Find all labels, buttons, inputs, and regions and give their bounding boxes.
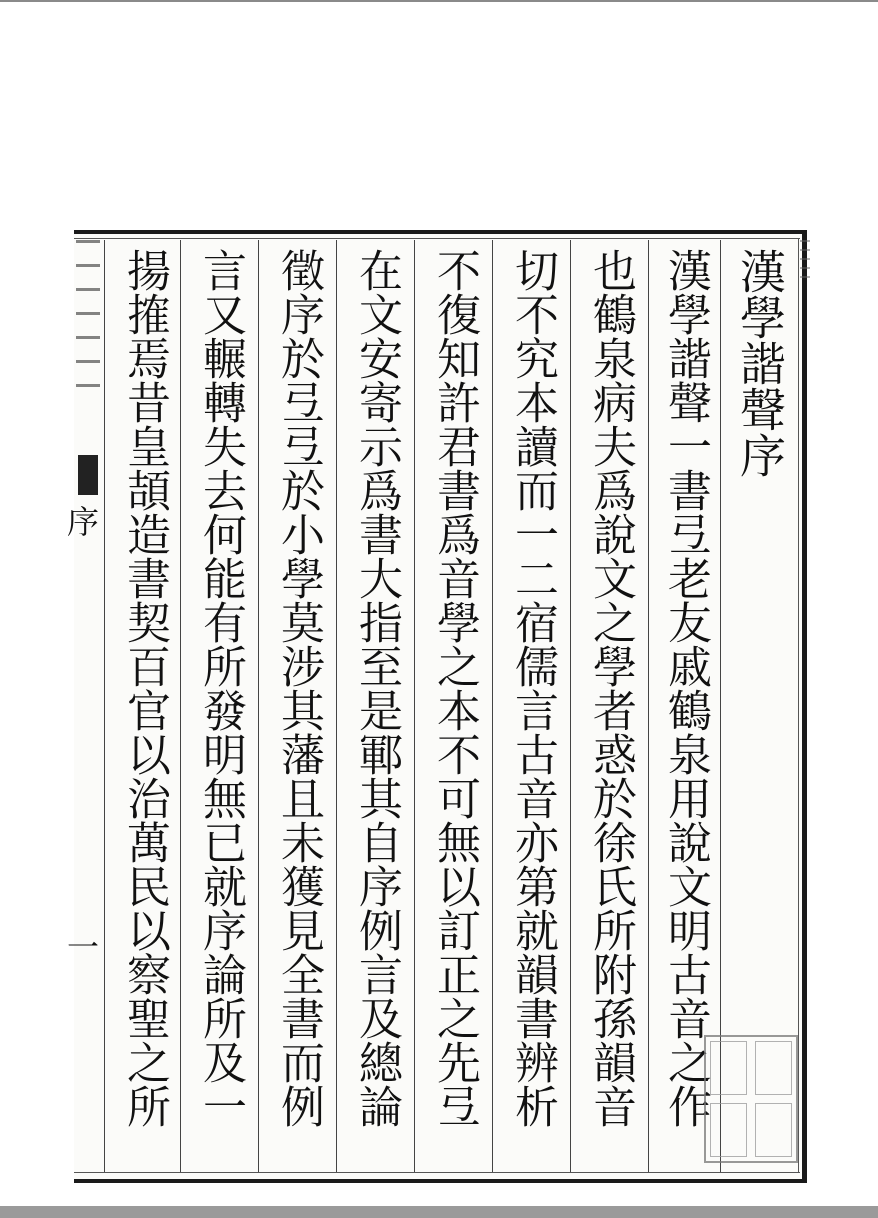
document-title: 漢學諧聲序 xyxy=(733,248,787,478)
fold-black-mark xyxy=(78,455,98,495)
text-column-1: 漢學諧聲一書弖老友戚鶴泉用說文明古音之作 xyxy=(660,248,711,1128)
fold-page-number: 一 xyxy=(62,930,100,962)
column-rule xyxy=(648,240,649,1172)
column-rule xyxy=(180,240,181,1172)
text-column-5: 在文安寄示爲書大指至是鄆其自序例言及總論 xyxy=(351,248,402,1128)
frame-inner-right-rule xyxy=(798,238,799,1173)
column-rule xyxy=(104,240,105,1172)
text-column-3: 切不究本讀而一二宿儒言古音亦第就韻書辨析 xyxy=(507,248,558,1128)
column-rule xyxy=(258,240,259,1172)
fold-margin-ticks xyxy=(76,240,100,390)
text-column-7: 言又輾轉失去何能有所發明無已就序論所及一 xyxy=(195,248,246,1128)
column-rule xyxy=(336,240,337,1172)
text-column-2: 也鶴泉病夫爲說文之學者惑於徐氏所附孫韻音 xyxy=(585,248,636,1128)
bottom-border xyxy=(0,1206,878,1218)
edge-wear xyxy=(800,240,810,280)
column-rule xyxy=(414,240,415,1172)
column-rule xyxy=(570,240,571,1172)
fold-section-label: 序 xyxy=(62,505,100,537)
top-border xyxy=(0,0,878,2)
text-column-6: 徵序於弖弖於小學莫涉其藩且未獲見全書而例 xyxy=(273,248,324,1128)
frame-inner-top-rule xyxy=(74,238,800,239)
text-column-4: 不復知許君書爲音學之本不可無以訂正之先弖 xyxy=(429,248,480,1128)
column-rule xyxy=(720,240,721,1172)
collector-seal-stamp xyxy=(704,1035,798,1163)
text-column-8: 揚搉焉昔皇頡造書契百官以治萬民以察聖之所 xyxy=(119,248,170,1128)
frame-inner-bottom-rule xyxy=(74,1172,800,1173)
column-rule xyxy=(492,240,493,1172)
